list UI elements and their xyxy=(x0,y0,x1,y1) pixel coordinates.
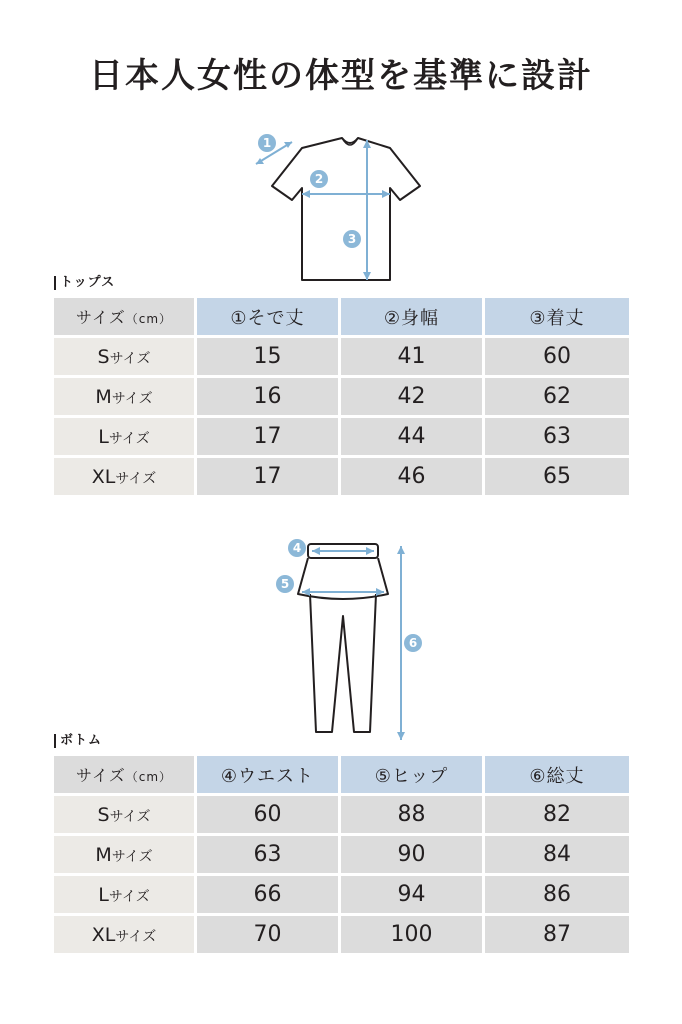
row-head: Lサイズ xyxy=(54,876,197,916)
cell: 65 xyxy=(485,458,629,498)
header-hip: ⑤ヒップ xyxy=(341,756,485,796)
row-head: XLサイズ xyxy=(54,458,197,498)
corner-header: サイズ（cm） xyxy=(54,756,197,796)
cell: 63 xyxy=(197,836,341,876)
cell: 63 xyxy=(485,418,629,458)
tops-size-table xyxy=(54,298,629,498)
page-title: 日本人女性の体型を基準に設計 xyxy=(89,56,593,96)
table-header-row xyxy=(54,298,629,338)
cell: 100 xyxy=(341,916,485,956)
cell: 87 xyxy=(485,916,629,956)
svg-text:1: 1 xyxy=(262,136,272,150)
svg-text:2: 2 xyxy=(314,172,324,186)
cell: 94 xyxy=(341,876,485,916)
tshirt-illustration xyxy=(250,128,430,288)
row-head: Lサイズ xyxy=(54,418,197,458)
cell: 84 xyxy=(485,836,629,876)
cell: 70 xyxy=(197,916,341,956)
cell: 41 xyxy=(341,338,485,378)
row-head: Sサイズ xyxy=(54,796,197,836)
header-total-length: ⑥総丈 xyxy=(485,756,629,796)
marker-2 xyxy=(310,170,328,188)
corner-header: サイズ（cm） xyxy=(54,298,197,338)
header-body-width: ②身幅 xyxy=(341,298,485,338)
cell: 60 xyxy=(197,796,341,836)
tops-section-label: トップス xyxy=(54,276,115,290)
header-length: ③着丈 xyxy=(485,298,629,338)
svg-text:3: 3 xyxy=(347,232,357,246)
cell: 86 xyxy=(485,876,629,916)
marker-1 xyxy=(258,134,276,152)
cell: 60 xyxy=(485,338,629,378)
cell: 82 xyxy=(485,796,629,836)
table-row xyxy=(54,418,629,458)
cell: 17 xyxy=(197,458,341,498)
row-head: Mサイズ xyxy=(54,378,197,418)
cell: 16 xyxy=(197,378,341,418)
row-head: Mサイズ xyxy=(54,836,197,876)
table-row xyxy=(54,378,629,418)
table-header-row xyxy=(54,756,629,796)
header-sleeve: ①そで丈 xyxy=(197,298,341,338)
table-row xyxy=(54,458,629,498)
cell: 42 xyxy=(341,378,485,418)
cell: 66 xyxy=(197,876,341,916)
marker-3 xyxy=(343,230,361,248)
table-row xyxy=(54,338,629,378)
cell: 15 xyxy=(197,338,341,378)
table-row xyxy=(54,836,629,876)
marker-6 xyxy=(404,634,422,652)
row-head: Sサイズ xyxy=(54,338,197,378)
pants-illustration xyxy=(276,536,416,746)
cell: 46 xyxy=(341,458,485,498)
cell: 62 xyxy=(485,378,629,418)
bottoms-section-label: ボトム xyxy=(54,734,102,748)
header-waist: ④ウエスト xyxy=(197,756,341,796)
cell: 44 xyxy=(341,418,485,458)
cell: 17 xyxy=(197,418,341,458)
svg-text:4: 4 xyxy=(292,541,302,555)
marker-5 xyxy=(276,575,294,593)
bottoms-size-table xyxy=(54,756,629,956)
table-row xyxy=(54,876,629,916)
marker-4 xyxy=(288,539,306,557)
cell: 90 xyxy=(341,836,485,876)
svg-text:5: 5 xyxy=(280,577,290,591)
svg-text:6: 6 xyxy=(408,636,418,650)
table-row xyxy=(54,916,629,956)
row-head: XLサイズ xyxy=(54,916,197,956)
table-row xyxy=(54,796,629,836)
cell: 88 xyxy=(341,796,485,836)
